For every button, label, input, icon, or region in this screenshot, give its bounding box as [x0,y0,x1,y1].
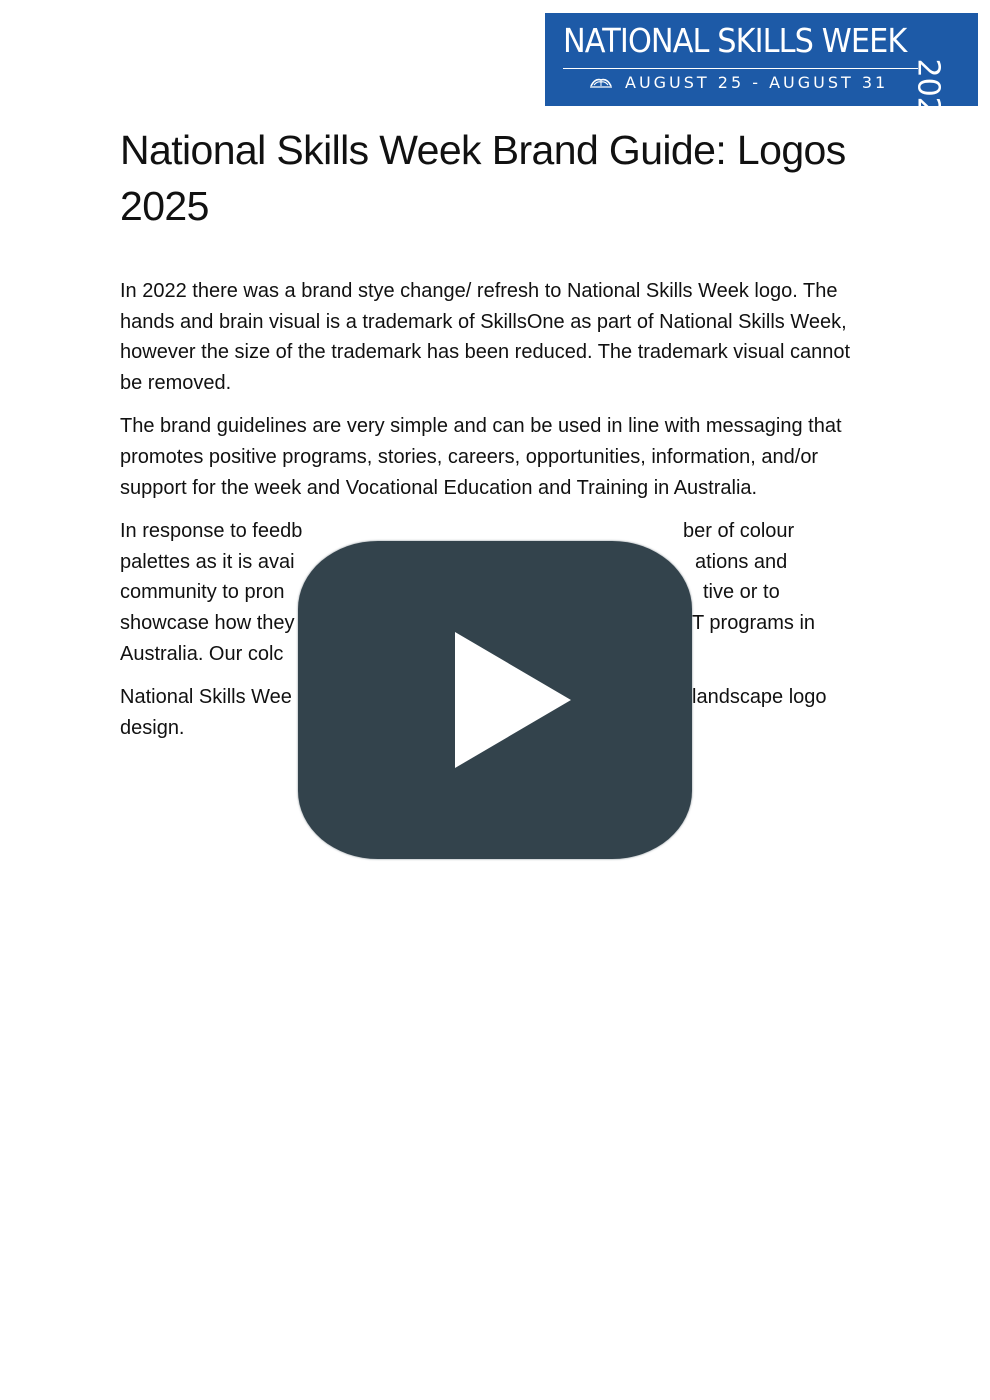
page-title: National Skills Week Brand Guide: Logos 2025 [120,127,846,229]
video-play-button[interactable] [298,541,692,859]
text-fragment: tive or to [703,581,780,604]
text-fragment: T programs in [692,611,816,634]
text-fragment: Australia. Our colc [120,642,284,665]
text-fragment: landscape logo [692,686,827,709]
text-fragment: community to pron [120,581,285,604]
national-skills-week-logo [545,13,978,135]
hands-brain-icon [589,74,613,90]
logo-title: NATIONAL SKILLS WEEK [563,21,907,60]
text-fragment: ations and [695,550,788,573]
text-fragment: showcase how they [120,611,295,634]
text-fragment: palettes as it is avai [120,550,295,573]
logo-dates: AUGUST 25 - AUGUST 31 [625,73,889,92]
play-button-icon [455,632,571,768]
paragraph-brand-guidelines: The brand guidelines are very simple and can be used in line with messaging that promotes positive programs, stories, careers, opportunities, information, and/or support for the week and Vocational Education and Training in Australia. [120,415,842,499]
text-fragment: In response to feedb [120,520,303,543]
logo-year: 2025 [910,58,946,135]
logo-divider [563,68,918,69]
text-fragment: ber of colour [683,520,795,543]
paragraph-brand-refresh: In 2022 there was a brand stye change/ refresh to National Skills Week logo. The hands and brain visual is a trademark of SkillsOne as part of National Skills Week, however the size of the trademark has been reduced. The trademark visual cannot be removed. [120,280,851,394]
text-fragment: design. [120,716,185,739]
text-fragment: National Skills Wee [120,686,292,709]
